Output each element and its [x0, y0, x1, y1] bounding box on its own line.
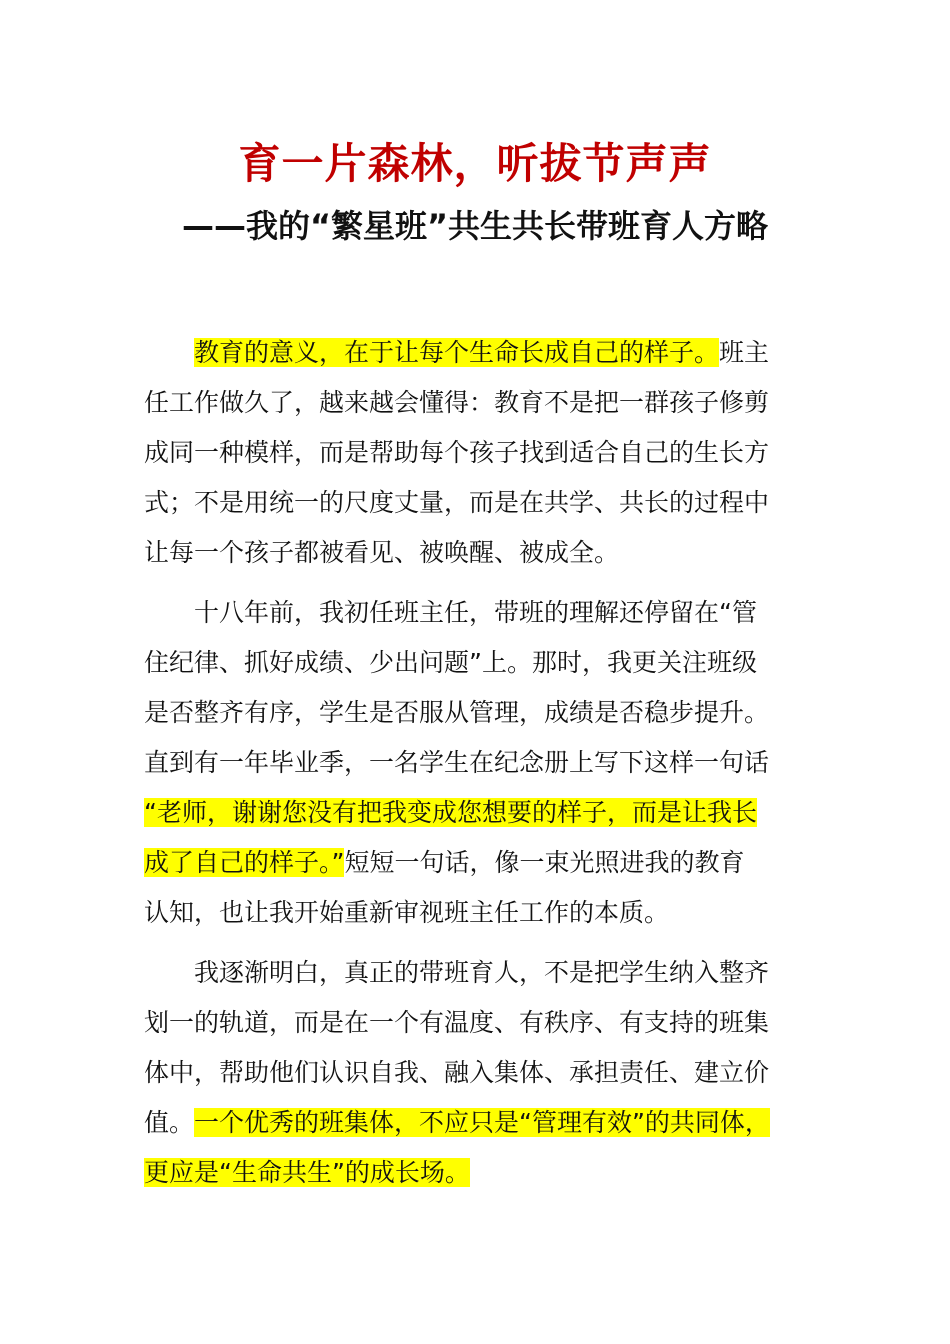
text-run: 班主 [719, 338, 770, 367]
body-text [144, 328, 834, 1208]
text-run: 成同一种模样，而是帮助每个孩子找到适合自己的生长方 [144, 438, 770, 467]
text-run: 我逐渐明白，真正的带班育人，不是把学生纳入整齐 [194, 958, 770, 987]
text-line [144, 528, 834, 578]
text-run: 划一的轨道，而是在一个有温度、有秩序、有支持的班集 [144, 1008, 770, 1037]
text-line [144, 478, 834, 528]
text-run: 任工作做久了，越来越会懂得：教育不是把一群孩子修剪 [144, 388, 770, 417]
text-line [144, 948, 834, 998]
text-run: 让每一个孩子都被看见、被唤醒、被成全。 [144, 538, 620, 567]
paragraph-2 [144, 588, 834, 938]
text-line [144, 1048, 834, 1098]
highlighted-text: 成了自己的样子。” [144, 848, 345, 877]
text-line [144, 738, 834, 788]
paragraph-1 [144, 328, 834, 578]
highlighted-text: 教育的意义，在于让每个生命长成自己的样子。 [194, 338, 720, 367]
text-line [144, 638, 834, 688]
text-run: 是否整齐有序，学生是否服从管理，成绩是否稳步提升。 [144, 698, 770, 727]
page-subtitle: ——我的“繁星班”共生共长带班育人方略 [181, 207, 769, 245]
text-line [144, 428, 834, 478]
text-line [144, 378, 834, 428]
text-line [144, 838, 834, 888]
text-run: 值。 [144, 1108, 195, 1137]
text-line [144, 888, 834, 938]
page-title: 育一片森林，听拔节声声 [238, 139, 712, 188]
text-run: 体中，帮助他们认识自我、融入集体、承担责任、建立价 [144, 1058, 770, 1087]
text-line [144, 998, 834, 1048]
highlighted-text: “老师，谢谢您没有把我变成您想要的样子，而是让我长 [144, 798, 757, 827]
text-line [144, 1148, 834, 1198]
text-line [144, 688, 834, 738]
text-line [144, 328, 834, 378]
text-run: 认知，也让我开始重新审视班主任工作的本质。 [144, 898, 670, 927]
paragraph-3 [144, 948, 834, 1198]
text-line [144, 788, 834, 838]
text-run: 式；不是用统一的尺度丈量，而是在共学、共长的过程中 [144, 488, 770, 517]
highlighted-text: 一个优秀的班集体，不应只是“管理有效”的共同体， [194, 1108, 770, 1137]
text-line [144, 1098, 834, 1148]
text-line [144, 588, 834, 638]
text-run: 短短一句话，像一束光照进我的教育 [344, 848, 745, 877]
text-run: 直到有一年毕业季，一名学生在纪念册上写下这样一句话 [144, 748, 770, 777]
text-run: 住纪律、抓好成绩、少出问题”上。那时，我更关注班级 [144, 648, 757, 677]
text-run: 十八年前，我初任班主任，带班的理解还停留在“管 [194, 598, 757, 627]
highlighted-text: 更应是“生命共生”的成长场。 [144, 1158, 470, 1187]
